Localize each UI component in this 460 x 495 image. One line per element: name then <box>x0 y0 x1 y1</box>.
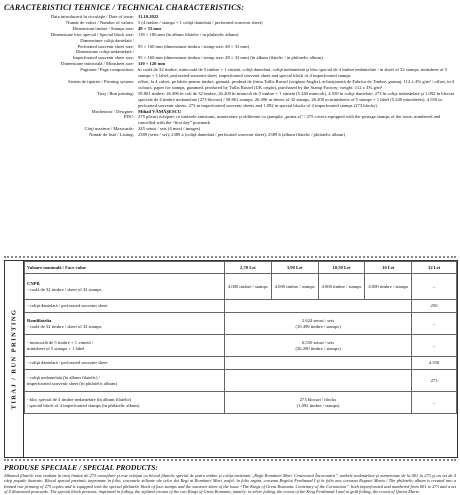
table-row <box>25 274 457 300</box>
row-title: - coliţă nedantelată (în album filatelic) / <box>27 374 100 380</box>
tech-label: Număr de listă / Listing: <box>89 132 134 138</box>
merged-cell <box>224 370 411 392</box>
tech-value: 110 × 120 mm <box>138 61 166 67</box>
row-title: Romfilatelia <box>27 317 52 323</box>
tech-row <box>4 91 456 109</box>
tech-label: Cărţi maxime / Maxicards: <box>84 126 134 132</box>
tech-label: FDC: <box>123 114 134 120</box>
table-header-row <box>25 262 457 274</box>
row-title: - minicoală de 5 timbre + 1 vinietă / <box>27 339 94 345</box>
merged-cell <box>224 300 411 313</box>
table-cell: 4.000 timbre / stamps <box>224 274 271 300</box>
table-cell: 4.000 timbre / stamps <box>271 274 318 300</box>
dotted-divider <box>4 459 456 461</box>
tech-label: Imperforated souvenir sheet size: <box>72 55 134 61</box>
header-value-16: 16 Lei <box>365 262 412 274</box>
side-label-text: TIRAJ / RUN PRINTING <box>10 308 18 410</box>
row-label <box>25 392 225 414</box>
tech-value: 11.10.2022 <box>138 14 159 19</box>
run-printing-side-label <box>5 261 24 457</box>
merged-cell: 6.550 seturi / sets (26.200 timbre / stamps) <box>224 335 411 357</box>
row-sub: - coală de 32 timbre / sheet of 32 stamps <box>27 286 102 292</box>
tech-label: Dimensiune bloc special / Special block size: <box>50 31 134 37</box>
row-sub: - coală de 32 timbre / sheet of 32 stamps <box>27 323 102 329</box>
row-label <box>25 335 225 357</box>
table-cell: 4.550 <box>412 357 457 370</box>
merged-cell: 273 blocuri / blocks (1.092 timbre / stamps) <box>224 392 411 414</box>
tech-value: Mihail VĂMĂŞESCU <box>138 108 182 114</box>
table-cell: 273 <box>412 370 457 392</box>
header-value-390: 3,90 Lei <box>271 262 318 274</box>
table-row <box>25 370 457 392</box>
special-products-text: Albumul filatelic este realizat în tiraj limitat de 273 exemplare şi este echipat cu blocul filatelic special de patru timbre şi coliţa emisiunii „Regii României Mari. Centenarul Încoronării”, ambele nedantelate şi numerotate de la 001 la 273 şi un set de 4 cărţi poştale ilustrate. Blocul special prezintă, imprimate în folio, coroanele stilizate ale celor doi Regi ai României Mari, astfel: în folio argint, coroana Regelui Ferdinand I şi în folio aur, coroana Reginei Maria / The philatelic album is created into a limited run printing of 273 copies and is equipped with the special philatelic block of four stamps and the souvenir sheet of the issue “The Kings of Great Romania. Centenary of the Coronation”, both imperforated and numbered from 001 to 273 and a set of 4 illustrated postcards. The special block presents, imprinted in foiling, the stylized crowns of the two Kings of Great Romania, namely: in silver foiling, the crown of the King Ferdinand I and in gold foiling, the crown of Queen Marie. <box>4 473 456 495</box>
tech-label: Dimensiune minicoală / Minisheet size: <box>61 61 134 67</box>
table-cell: 250 <box>412 300 457 313</box>
merged-cell: 2.624 seturi / sets (10.496 timbre / stamps) <box>224 313 411 335</box>
tech-label: Număr de valori / Number of values: <box>66 19 134 25</box>
table-cell: – <box>412 392 457 414</box>
run-printing-table <box>24 261 457 414</box>
tech-value: 5 (4 timbre / stamps + 1 coliţă dantelată / perforated souvenir sheet) <box>138 19 263 25</box>
table-row <box>25 357 457 370</box>
merged-cell <box>224 357 411 370</box>
header-value-270: 2,70 Lei <box>224 262 271 274</box>
tech-row <box>4 132 456 138</box>
table-cell: 4.000 timbre / stamps <box>318 274 365 300</box>
table-row <box>25 335 457 357</box>
row-sub: imperforated souvenir sheet (in philatelic album) <box>27 380 117 386</box>
dotted-divider <box>4 256 456 258</box>
row-sub: minisheet of 5 stamps + 1 label <box>27 345 85 351</box>
table-row <box>25 300 457 313</box>
tech-label: Perforated souvenir sheet size: <box>77 43 134 49</box>
header-value-1050: 10,50 Lei <box>318 262 365 274</box>
tech-value: offset, la 4 culori, pe hârtie pentru timbre, gumată, produsă de firma Tullis Russel (originar Anglia), achiziţionată de Fabrica de Timbre, gramaj: 112 ± 4% g/m² / offset, in 4 colours, paper for stamps, gummed, produced by Tullis Russel (UK origin), purchased by the Stamp Factory; weight: 112 ± 4% g/m² <box>138 78 455 90</box>
row-label <box>25 313 225 335</box>
tech-value: 95 × 160 mm (dimensiune timbru / stamp size: 48 × 33 mm) (în album filatelic / in philatelic album) <box>138 55 323 61</box>
tech-value: 58.861 timbre: 26.496 în coli de 32 timbre, 26.200 în minicoli de 5 timbre + 1 vinietă (5.240 minicoli), 4.550 în coliţe dantelate, 273 în coliţe nedantelate şi 1.092 în blocuri speciale de 4 timbre nedantelate (273 blocuri) / 58.861 stamps: 26.496 in sheets of 32 stamps, 26.200 in minisheets of 5 stamps + 1 label (5.240 minisheets), 4.550 in perforated souvenir sheets, 273 in imperforated souvenir sheets and 1.092 in special blocks of 4 imperforated stamps (273 blocks) <box>138 90 455 108</box>
tech-row <box>4 114 456 126</box>
tech-row <box>4 79 456 91</box>
tech-value: în coală de 32 timbre, minicoală de 5 timbre + 1 vinietă, coliţă dantelată, coliţă nedantelată şi bloc special de 4 timbre nedantelate / in sheet of 32 stamps, minisheet of 5 stamps + 1 label, perforated souvenir sheet, imperforated souvenir sheet and special block of 4 imperforated stamps <box>138 67 448 79</box>
tech-label: Dimensiune coliţă dantelată / <box>80 37 134 43</box>
tech-title: CARACTERISTICI TEHNICE / TECHNICAL CHARACTERISTICS: <box>4 3 244 12</box>
tech-value: 2389 (serie / set); 2389 a (coliţă dantelată / perforated souvenir sheet); 2389 b (album filatelic / philatelic album) <box>138 132 345 138</box>
row-sub: / special block of 4 imperforated stamps (in philatelic album) <box>27 402 140 408</box>
table-cell: – <box>412 274 457 300</box>
row-label: - coliţă dantelată / perforated souvenir sheet <box>25 357 225 370</box>
tech-value: 95 × 160 mm (dimensiune timbru / stamp size: 48 × 33 mm) <box>138 43 250 49</box>
tech-row <box>4 67 456 79</box>
run-printing-box <box>4 260 458 458</box>
row-title: CNPR <box>27 280 40 286</box>
tech-value: 48 × 33 mm <box>138 25 161 31</box>
table-row <box>25 313 457 335</box>
row-label <box>25 274 225 300</box>
tech-label: Sistem de tipărire / Printing system: <box>68 78 134 84</box>
tech-label: Machetator / Designer: <box>91 108 134 114</box>
tech-label: Data introducerii în circulaţie / Date of issue: <box>50 14 134 19</box>
header-face-value: Valoare nominală / Face value <box>25 262 225 274</box>
table-cell: 4.000 timbre / stamps <box>365 274 412 300</box>
tech-label: Paginare / Page composition: <box>80 67 134 73</box>
tech-value: 275 plicuri echipate cu timbrele emisiunii, numerotate şi obliterate cu ştampila „prima zi” / 275 covers equipped with the postage stamps of the issue, numbered and cancelled with the “first day” postmark <box>138 114 441 126</box>
header-value-32: 32 Lei <box>412 262 457 274</box>
table-cell: – <box>412 313 457 335</box>
row-label: - coliţă dantelată / perforated souvenir sheet <box>25 300 225 313</box>
row-label <box>25 370 225 392</box>
tech-label: Dimensiuni timbre / Stamps size: <box>72 25 134 31</box>
special-products-title: PRODUSE SPECIALE / SPECIAL PRODUCTS: <box>4 463 158 472</box>
tech-label: Dimensiune coliţă nedantelată / <box>75 49 134 55</box>
tech-value: 245 seturi / sets (4 maxi / images) <box>138 126 201 132</box>
tech-label: Tiraj / Run printing: <box>97 90 134 96</box>
tech-list <box>4 14 456 138</box>
tech-value: 118 × 186 mm (în album filatelic / in philatelic album) <box>138 31 239 37</box>
table-cell: – <box>412 335 457 357</box>
row-title: - bloc special de 4 timbre nedantelate (în album filatelic) <box>27 396 132 402</box>
table-row <box>25 392 457 414</box>
